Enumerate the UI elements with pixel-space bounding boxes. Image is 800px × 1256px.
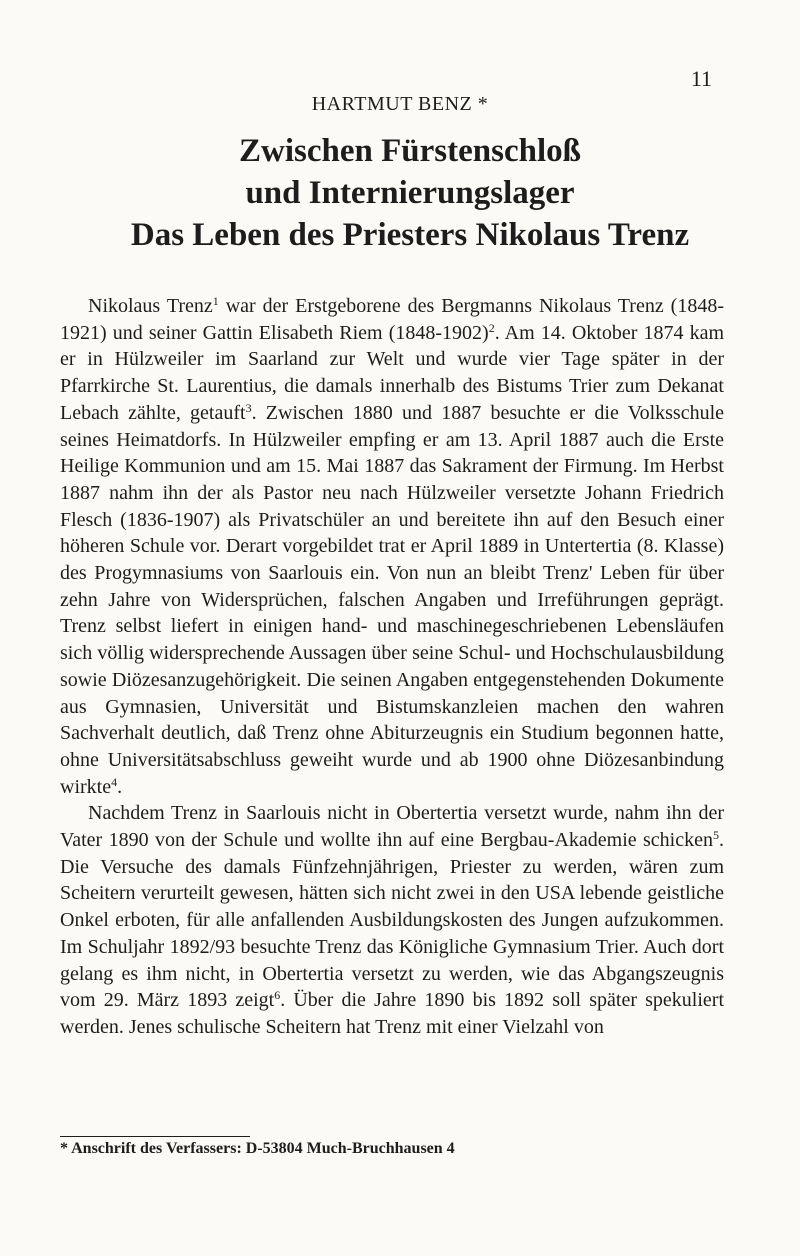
footnote-ref-5: 5 <box>713 828 719 843</box>
paragraph-1 <box>60 293 724 800</box>
text-segment: . Über die Jahre 1890 bis 1892 soll später spekuliert werden. Jenes schulische Scheitern hat Trenz mit einer Vielzahl von <box>60 989 725 1038</box>
footnote-ref-1: 1 <box>212 294 219 308</box>
title-line-1: Zwischen Fürstenschloß <box>239 133 581 169</box>
footnote-rule <box>60 1136 250 1137</box>
title-line-3: Das Leben des Priesters Nikolaus Trenz <box>130 217 690 253</box>
page-number: 11 <box>690 66 712 91</box>
paragraph-2 <box>60 800 724 1040</box>
footnote-ref-4: 4 <box>111 774 118 789</box>
text-segment: Nikolaus Trenz <box>88 295 213 317</box>
article-body <box>60 293 724 1041</box>
article-title <box>60 130 760 256</box>
footnote-ref-3: 3 <box>245 400 252 415</box>
author-name: HARTMUT BENZ * <box>311 93 489 115</box>
text-segment: Nachdem Trenz in Saarlouis nicht in Obertertia versetzt wurde, nahm ihn der Vater 1890 von der Schule und wollte ihn auf eine Bergbau-Akademie schicken <box>60 802 724 852</box>
text-segment: . Die Versuche des damals Fünfzehnjährigen, Priester zu werden, wären zum Scheitern verurteilt gewesen, hätten sich nicht zwei in den USA lebende geistliche Onkel erboten, für alle anfallenden Ausbildungskosten des Jungen aufzukommen. Im Schuljahr 1892/93 besuchte Trenz das Königliche Gymnasium Trier. Auch dort gelang es ihm nicht, in Obertertia versetzt zu werden, wie das Abgangszeugnis vom 29. März 1893 zeigt <box>60 829 724 1012</box>
text-segment: . <box>117 775 123 798</box>
title-line-2: und Internierungslager <box>245 175 575 211</box>
author-address-footnote: * Anschrift des Verfassers: D-53804 Much-Bruchhausen 4 <box>60 1140 455 1157</box>
text-segment: war der Erstgeborene des Bergmanns Nikolaus Trenz (1848-1921) und seiner Gattin Elisabeth Riem (1848-1902) <box>60 295 724 344</box>
footnote-ref-2: 2 <box>488 320 495 335</box>
text-segment: . Zwischen 1880 und 1887 besuchte er die Volksschule seines Heimatdorfs. In Hülzweiler empfing er am 13. April 1887 auch die Erste Heilige Kommunion und am 15. Mai 1887 das Sakrament der Firmung. Im Herbst 1887 nahm ihn der als Pastor neu nach Hülzweiler versetzte Johann Friedrich Flesch (1836-1907) als Privatschüler an und bereitete ihn auf den Besuch einer höheren Schule vor. Derart vorgebildet trat er April 1889 in Untertertia (8. Klasse) des Progymnasiums von Saarlouis ein. Von nun an bleibt Trenz' Leben für über zehn Jahre von Widersprüchen, falschen Angaben und Irreführungen geprägt. Trenz selbst liefert in einigen hand- und maschinegeschriebenen Lebensläufen sich völlig widersprechende Aussagen über seine Schul- und Hochschulausbildung sowie Diözesanzugehörigkeit. Die seinen Angaben entgegenstehenden Dokumente aus Gymnasien, Universität und Bistumskanzleien machen den wahren Sachverhalt deutlich, daß Trenz ohne Abiturzeugnis ein Studium begonnen hatte, ohne Universitätsabschluss geweiht wurde und ab 1900 ohne Diözesanbindung wirkte <box>60 401 724 798</box>
footnote-ref-6: 6 <box>274 988 281 1003</box>
text-segment: . Am 14. Oktober 1874 kam er in Hülzweiler im Saarland zur Welt und wurde vier Tage später in der Pfarrkirche St. Laurentius, die damals innerhalb des Bistums Trier zum Dekanat Lebach zählte, getauft <box>60 321 725 424</box>
